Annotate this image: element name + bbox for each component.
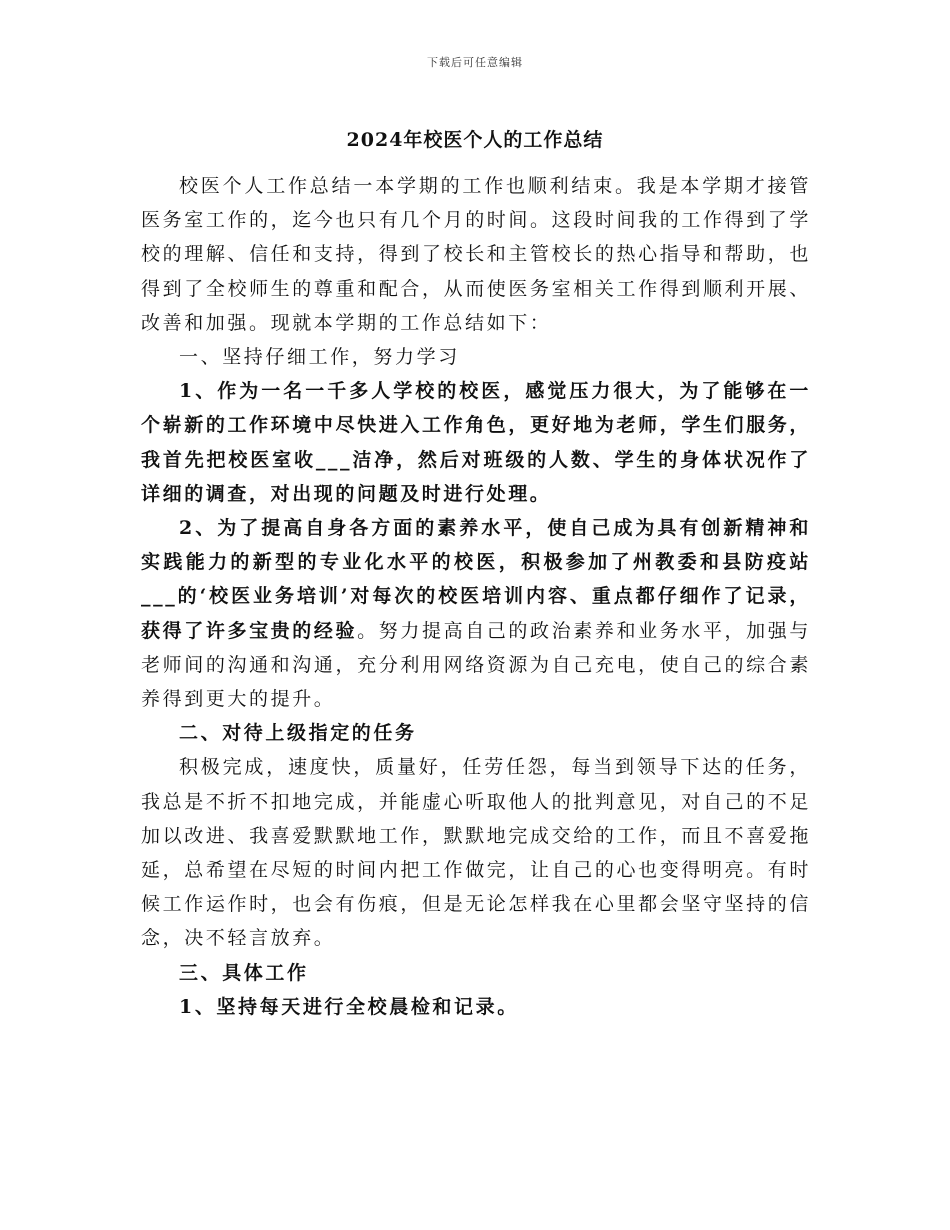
paragraph-2-bold: 2、为了提高自身各方面的素养水平，使自己成为具有创新精神和实践能力的新型的专业化水平的校医，积极参加了州教委和县防疫站___的‘校医业务培训’对每次的校医培训内容、重点都仔细作了记录，获得了许多宝贵的经验 bbox=[141, 517, 811, 642]
paragraph-2-normal: 。努力提高自己的政治素养和业务水平，加强与老师间的沟通和沟通，充分利用网络资源为自己充电，使自己的综合素养得到更大的提升。 bbox=[141, 619, 811, 711]
header-note: 下载后可任意编辑 bbox=[427, 56, 523, 69]
paragraph-4: 1、坚持每天进行全校晨检和记录。 bbox=[179, 995, 519, 1018]
paragraph-2 bbox=[141, 511, 811, 716]
section-heading-3: 三、具体工作 bbox=[179, 961, 309, 984]
paragraph-1: 1、作为一名一千多人学校的校医，感觉压力很大，为了能够在一个崭新的工作环境中尽快进入工作角色，更好地为老师，学生们服务，我首先把校医室收___洁净，然后对班级的人数、学生的身体状况作了详细的调查，对出现的问题及时进行处理。 bbox=[141, 380, 811, 505]
document-body bbox=[141, 169, 811, 1024]
paragraph-3: 积极完成，速度快，质量好，任劳任怨，每当到领导下达的任务，我总是不折不扣地完成，并能虚心听取他人的批判意见，对自己的不足加以改进、我喜爱默默地工作，默默地完成交给的工作，而且不喜爱拖延，总希望在尽短的时间内把工作做完，让自己的心也变得明亮。有时候工作运作时，也会有伤痕，但是无论怎样我在心里都会坚守坚持的信念，决不轻言放弃。 bbox=[141, 756, 811, 950]
section-heading-2: 二、对待上级指定的任务 bbox=[179, 722, 417, 745]
document-title: 2024年校医个人的工作总结 bbox=[346, 129, 604, 151]
section-heading-1: 一、坚持仔细工作，努力学习 bbox=[179, 346, 460, 369]
intro-paragraph: 校医个人工作总结一本学期的工作也顺利结束。我是本学期才接管医务室工作的，迄今也只有几个月的时间。这段时间我的工作得到了学校的理解、信任和支持，得到了校长和主管校长的热心指导和帮助，也得到了全校师生的尊重和配合，从而使医务室相关工作得到顺利开展、改善和加强。现就本学期的工作总结如下： bbox=[141, 175, 811, 334]
